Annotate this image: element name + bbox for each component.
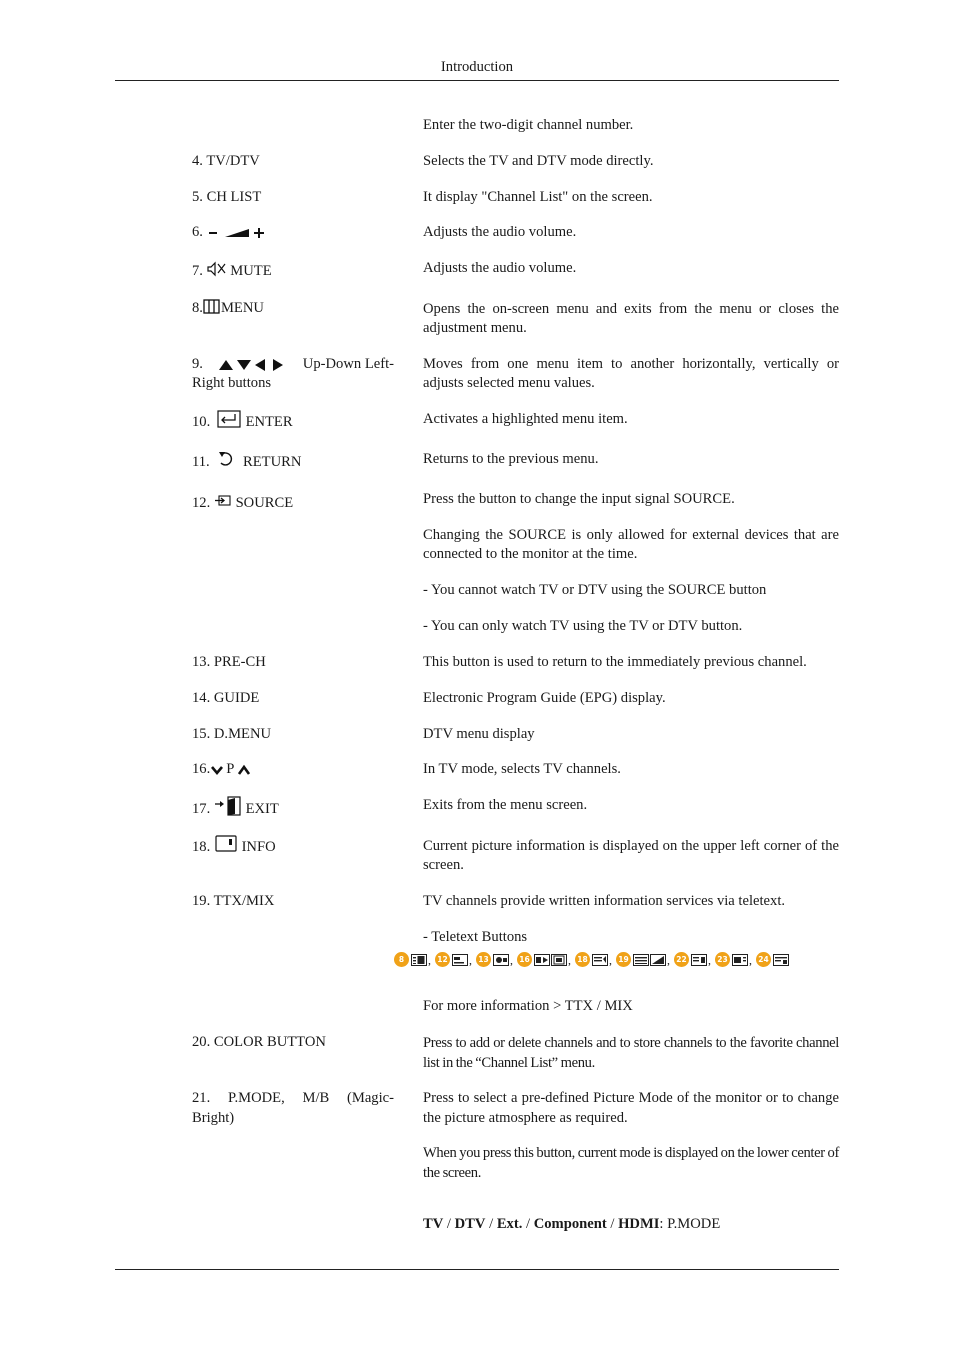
mode-tv: TV [423,1216,444,1232]
tvdtv-label: 4. TV/DTV [192,153,260,169]
teletext-button-12: 12 , [435,952,476,967]
chlist-desc: It display "Channel List" on the screen. [423,189,653,205]
teletext-reveal-icon [493,954,510,966]
return-desc: Returns to the previous menu. [423,451,599,467]
color-button-desc: Press to add or delete channels and to store channels to the favorite channel list in the “Channel List” menu. [423,1035,839,1071]
mode-dtv: DTV [454,1216,486,1232]
mute-label: 7. MUTE [192,262,394,281]
teletext-subpage-icon [732,954,749,966]
volume-label [192,223,394,242]
page-header-title: Introduction [440,59,514,75]
teletext-button-22: 22 , [674,952,715,967]
menu-grid-icon [203,299,221,315]
mode-hdmi: HDMI [618,1216,660,1232]
channel-p-desc: In TV mode, selects TV channels. [423,761,621,777]
teletext-store-icon [773,954,790,966]
source-desc-4: - You can only watch TV using the TV or DTV button. [423,618,743,634]
exit-label: 17. EXIT [192,800,394,819]
enter-desc: Activates a highlighted menu item. [423,411,628,427]
mute-speaker-icon [207,261,227,277]
teletext-button-16: 16 , [517,952,575,967]
menu-desc: Opens the on-screen menu and exits from the menu or closes the adjustment menu. [423,301,839,336]
guide-label: 14. GUIDE [192,690,260,706]
teletext-index-icon [691,954,708,966]
info-icon [214,835,238,853]
header-rule [115,80,839,81]
enter-icon [214,410,242,428]
exit-desc: Exits from the menu screen. [423,797,588,813]
arrow-buttons-icon [218,358,288,372]
arrows-label: 9. Up-Down Left- Right buttons [192,356,394,391]
return-icon [217,450,235,468]
teletext-size-icon [452,954,469,966]
return-label: 11. RETURN [192,453,394,472]
dmenu-label: 15. D.MENU [192,726,272,742]
info-label: 18. INFO [192,838,394,857]
teletext-button-23: 23 , [715,952,756,967]
intro-desc: Enter the two-digit channel number. [423,117,634,133]
ttx-desc-2: - Teletext Buttons [423,929,528,945]
source-label: 12. SOURCE [192,495,294,511]
volume-minus-plus-icon [207,226,287,240]
ttx-desc-1: TV channels provide written information services via teletext. [423,893,786,909]
footer-rule [115,1269,839,1270]
info-desc: Current picture information is displayed on the upper left corner of the screen. [423,838,839,873]
teletext-button-18: 18 , [575,952,616,967]
mute-desc: Adjusts the audio volume. [423,260,577,276]
dmenu-desc: DTV menu display [423,726,535,742]
teletext-button-8: 8 , [394,952,435,967]
source-desc-1: Press the button to change the input signal SOURCE. [423,491,735,507]
pmode-desc-2: When you press this button, current mode is displayed on the lower center of the screen. [423,1145,839,1181]
teletext-buttons [394,952,790,967]
exit-door-icon [214,796,242,816]
teletext-button-24: 24 [756,952,790,967]
teletext-cancel-icon [592,954,609,966]
mode-ext: Ext. [496,1216,523,1232]
tvdtv-desc: Selects the TV and DTV mode directly. [423,153,654,169]
guide-desc: Electronic Program Guide (EPG) display. [423,690,666,706]
arrows-desc: Moves from one menu item to another horizontally, vertically or adjusts selected menu values. [423,356,839,391]
teletext-button-13: 13 , [476,952,517,967]
prech-label: 13. PRE-CH [192,654,266,670]
ttx-label: 19. TTX/MIX [192,893,275,909]
prech-desc: This button is used to return to the immediately previous channel. [423,654,807,670]
channel-down-icon [210,764,226,776]
teletext-list-icon [411,954,428,966]
menu-label: 8. MENU [192,300,264,316]
teletext-button-19: 19 , [616,952,674,967]
channel-up-icon [237,764,253,776]
mode-component: Component [533,1216,607,1232]
ttx-desc-3: For more information > TTX / MIX [423,998,633,1014]
channel-p-label: 16. P [192,760,394,779]
enter-label: 10. ENTER [192,413,394,432]
source-desc-3: - You cannot watch TV or DTV using the SOURCE button [423,582,767,598]
teletext-hold-icon [534,954,568,966]
pmode-desc-1: Press to select a pre-defined Picture Mode of the monitor or to change the picture atmosphere as required. [423,1090,839,1126]
teletext-mix-icon [633,954,667,966]
chlist-label: 5. CH LIST [192,189,262,205]
source-icon [214,494,232,508]
source-desc-2: Changing the SOURCE is only allowed for external devices that are connected to the monitor at the time. [423,527,839,562]
volume-num: 6. [192,224,203,240]
pmode-modes-line: TV / DTV / Ext. / Component / HDMI: P.MODE [423,1216,721,1232]
pmode-label: 21. P.MODE, M/B (Magic- Bright) [192,1090,394,1126]
color-button-label: 20. COLOR BUTTON [192,1034,326,1050]
volume-desc: Adjusts the audio volume. [423,224,577,240]
